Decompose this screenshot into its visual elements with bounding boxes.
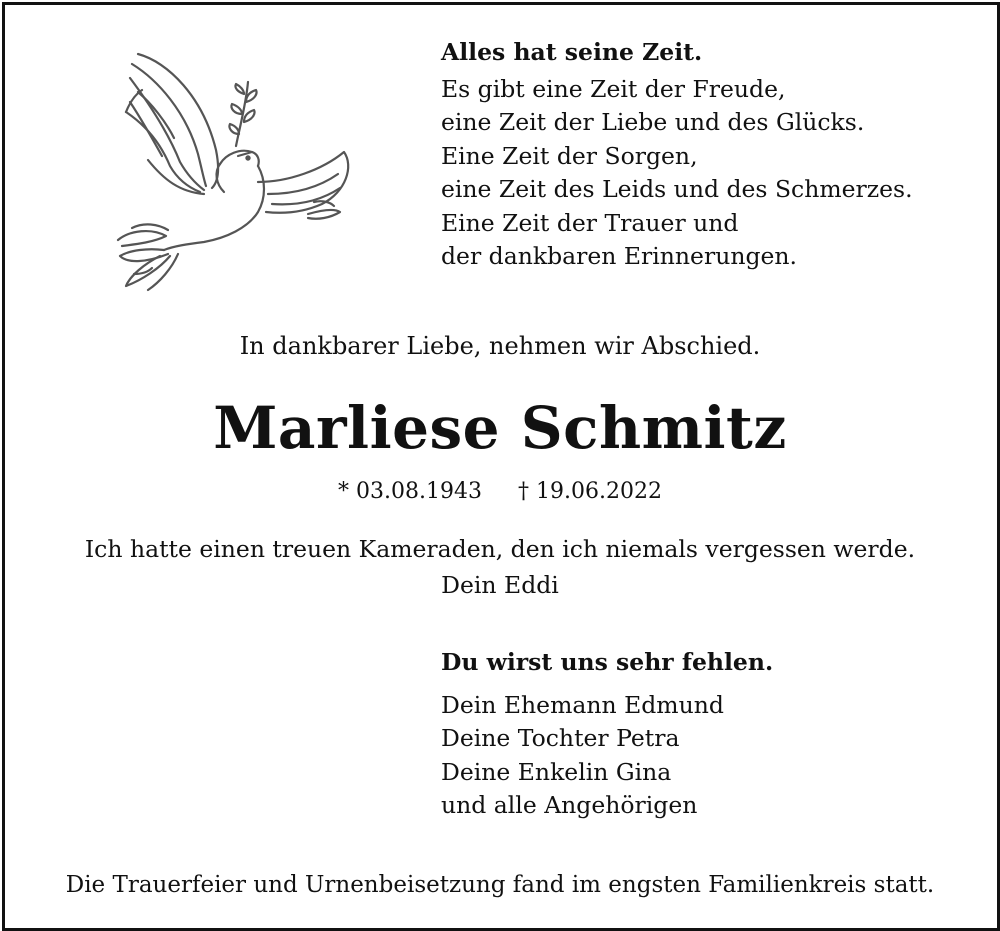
tribute-text: Ich hatte einen treuen Kameraden, den ich niemals vergessen werde. [84, 535, 916, 563]
poem-line: Es gibt eine Zeit der Freude, [441, 74, 786, 103]
life-dates [0, 477, 1000, 507]
family-member: und alle Angehörigen [441, 791, 698, 819]
family-member: Deine Tochter Petra [441, 724, 680, 752]
deceased-name: Marliese Schmitz [213, 394, 787, 462]
poem [441, 36, 961, 274]
poem-line: eine Zeit des Leids und des Schmerzes. [441, 175, 913, 203]
poem-line: Eine Zeit der Trauer und [441, 208, 739, 237]
poem-line: eine Zeit der Liebe und des Glücks. [441, 108, 865, 136]
poem-line: Eine Zeit der Sorgen, [441, 141, 698, 170]
farewell-line: In dankbarer Liebe, nehmen wir Abschied. [239, 332, 761, 360]
tribute-signature: Dein Eddi [441, 571, 559, 599]
birth-date: * 03.08.1943 [338, 479, 482, 504]
family-member: Deine Enkelin Gina [441, 757, 672, 786]
closing-note: Die Trauerfeier und Urnenbeisetzung fand im engsten Familienkreis statt. [65, 872, 935, 898]
family-heading: Du wirst uns sehr fehlen. [441, 648, 774, 676]
poem-heading: Alles hat seine Zeit. [441, 38, 703, 66]
family-list [441, 646, 961, 823]
dove-icon [108, 42, 368, 297]
family-member: Dein Ehemann Edmund [441, 690, 724, 719]
death-date: † 19.06.2022 [518, 479, 662, 504]
poem-line: der dankbaren Erinnerungen. [441, 242, 798, 270]
